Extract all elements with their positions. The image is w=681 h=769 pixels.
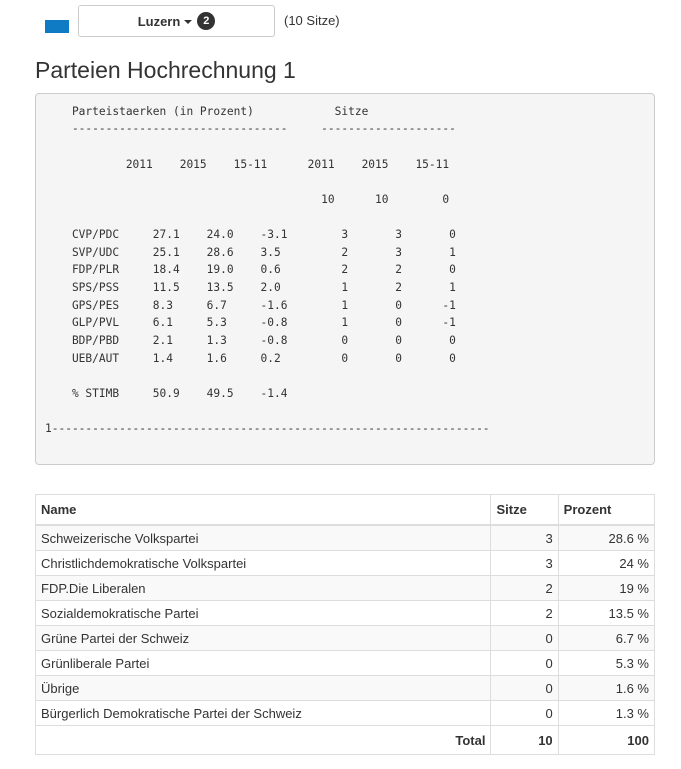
- party-name-cell: Grüne Partei der Schweiz: [36, 626, 491, 651]
- projection-text-block: [35, 93, 655, 465]
- total-label: Total: [36, 726, 491, 755]
- projection-line: FDP/PLR 18.4 19.0 0.6 2 2 0: [45, 263, 456, 276]
- seats-cell: 2: [491, 601, 558, 626]
- canton-dropdown-label: Luzern: [137, 13, 181, 29]
- party-name-cell: Schweizerische Volkspartei: [36, 525, 491, 551]
- table-row: [36, 601, 655, 626]
- party-name-cell: Christlichdemokratische Volkspartei: [36, 551, 491, 576]
- projection-line: GLP/PVL 6.1 5.3 -0.8 1 0 -1: [45, 316, 456, 329]
- canton-dropdown-button[interactable]: [78, 5, 275, 37]
- page-title: Parteien Hochrechnung 1: [35, 57, 296, 83]
- projection-line: % STIMB 50.9 49.5 -1.4: [45, 387, 288, 400]
- projection-line: CVP/PDC 27.1 24.0 -3.1 3 3 0: [45, 228, 456, 241]
- seats-cell: 0: [491, 676, 558, 701]
- projection-line: SPS/PSS 11.5 13.5 2.0 1 2 1: [45, 281, 456, 294]
- column-header-name: Name: [36, 495, 491, 526]
- projection-line: 10 10 0: [45, 193, 450, 206]
- total-seats: 10: [491, 726, 558, 755]
- seats-cell: 0: [491, 651, 558, 676]
- percent-cell: 13.5 %: [558, 601, 654, 626]
- top-bar: [0, 0, 681, 44]
- percent-cell: 6.7 %: [558, 626, 654, 651]
- projection-line: 2011 2015 15-11 2011 2015 15-11: [45, 158, 450, 171]
- projection-line: Parteistaerken (in Prozent) Sitze: [45, 105, 369, 118]
- total-row: [36, 726, 655, 755]
- percent-cell: 1.6 %: [558, 676, 654, 701]
- projection-line: UEB/AUT 1.4 1.6 0.2 0 0 0: [45, 352, 456, 365]
- results-table: [35, 494, 655, 755]
- percent-cell: 24 %: [558, 551, 654, 576]
- seats-cell: 0: [491, 626, 558, 651]
- column-header-percent: Prozent: [558, 495, 654, 526]
- table-row: [36, 676, 655, 701]
- percent-cell: 28.6 %: [558, 525, 654, 551]
- percent-cell: 19 %: [558, 576, 654, 601]
- seats-cell: 0: [491, 701, 558, 726]
- percent-cell: 1.3 %: [558, 701, 654, 726]
- party-name-cell: Grünliberale Partei: [36, 651, 491, 676]
- seats-cell: 3: [491, 551, 558, 576]
- projection-line: SVP/UDC 25.1 28.6 3.5 2 3 1: [45, 246, 456, 259]
- table-row: [36, 551, 655, 576]
- projection-line: GPS/PES 8.3 6.7 -1.6 1 0 -1: [45, 299, 456, 312]
- party-name-cell: Übrige: [36, 676, 491, 701]
- table-row: [36, 701, 655, 726]
- canton-flag-icon: [45, 20, 69, 33]
- percent-cell: 5.3 %: [558, 651, 654, 676]
- table-row: [36, 576, 655, 601]
- seats-cell: 2: [491, 576, 558, 601]
- projection-line: BDP/PBD 2.1 1.3 -0.8 0 0 0: [45, 334, 456, 347]
- total-percent: 100: [558, 726, 654, 755]
- seats-note: (10 Sitze): [284, 13, 340, 28]
- column-header-seats: Sitze: [491, 495, 558, 526]
- projection-line: 1-----------------------------------------------------------------: [45, 422, 490, 435]
- table-row: [36, 651, 655, 676]
- party-name-cell: Bürgerlich Demokratische Partei der Schweiz: [36, 701, 491, 726]
- caret-down-icon: [184, 20, 192, 24]
- projection-line: -------------------------------- --------------------: [45, 122, 456, 135]
- table-row: [36, 626, 655, 651]
- party-name-cell: FDP.Die Liberalen: [36, 576, 491, 601]
- table-row: [36, 525, 655, 551]
- party-name-cell: Sozialdemokratische Partei: [36, 601, 491, 626]
- table-header-row: [36, 495, 655, 526]
- count-badge: 2: [197, 12, 215, 30]
- seats-cell: 3: [491, 525, 558, 551]
